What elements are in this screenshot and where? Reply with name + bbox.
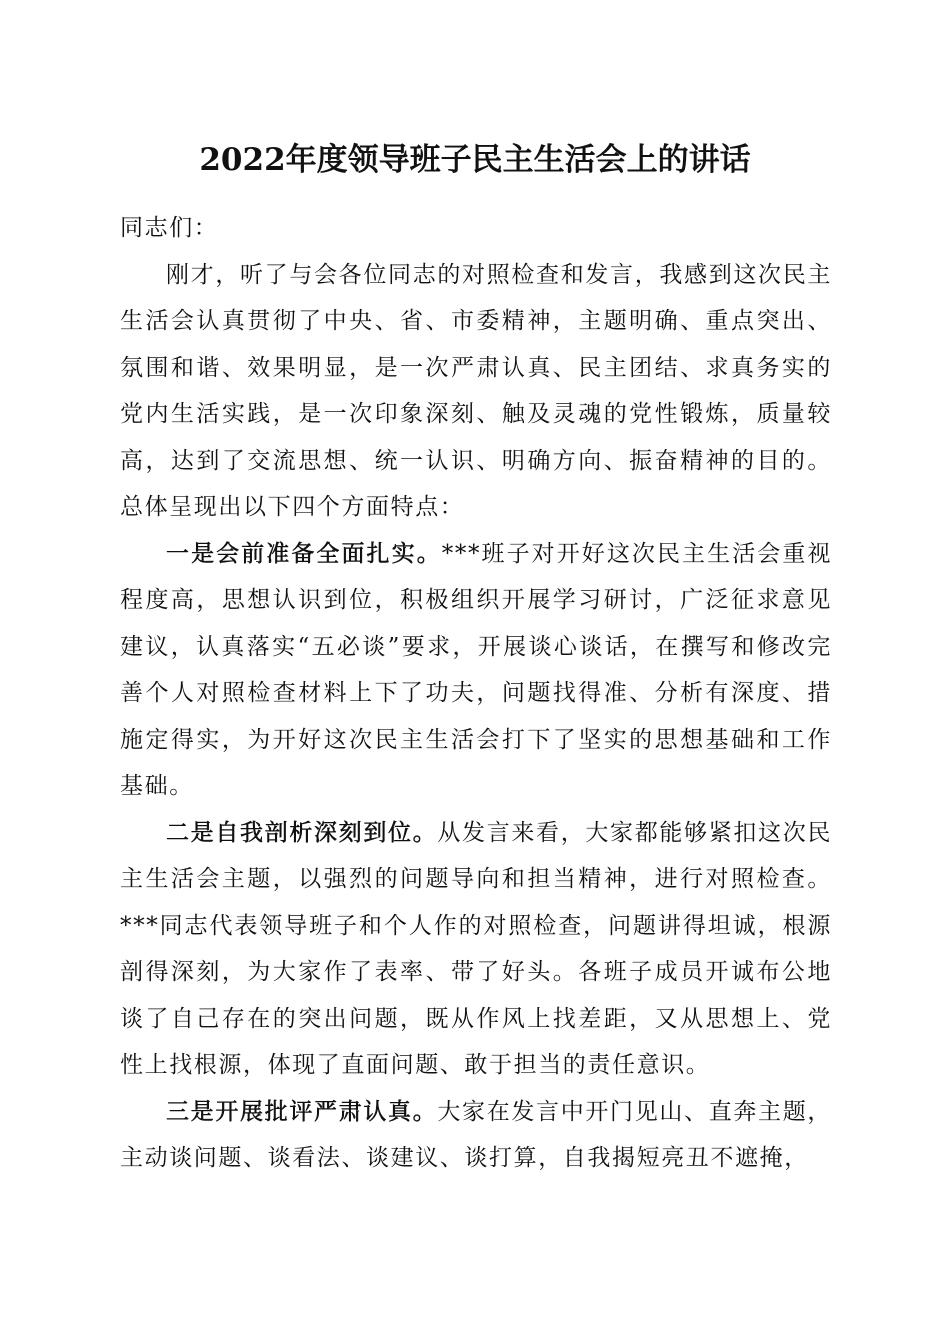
paragraph-2: [120, 531, 832, 810]
paragraph-3-lead: 二是自我剖析深刻到位。: [166, 819, 438, 846]
paragraph-1-text: 刚才，听了与会各位同志的对照检查和发言，我感到这次民主生活会认真贯彻了中央、省、市委精神，主题明确、重点突出、氛围和谐、效果明显，是一次严肃认真、民主团结、求真务实的党内生活实践，是一次印象深刻、触及灵魂的党性锻炼，质量较高，达到了交流思想、统一认识、明确方向、振奋精神的目的。总体呈现出以下四个方面特点：: [120, 261, 832, 520]
paragraph-2-text: ***班子对开好这次民主生活会重视程度高，思想认识到位，积极组织开展学习研讨，广泛征求意见建议，认真落实“五必谈”要求，开展谈心谈话，在撰写和修改完善个人对照检查材料上下了功夫，问题找得准、分析有深度、措施定得实，为开好这次民主生活会打下了坚实的思想基础和工作基础。: [120, 540, 832, 799]
paragraph-3: [120, 810, 832, 1089]
paragraph-4-lead: 三是开展批评严肃认真。: [166, 1098, 438, 1125]
document-body: [120, 205, 832, 1182]
paragraph-1: [120, 252, 832, 531]
paragraph-4: [120, 1089, 832, 1182]
document-title: 2022年度领导班子民主生活会上的讲话: [199, 142, 751, 178]
paragraph-2-lead: 一是会前准备全面扎实。: [166, 540, 442, 567]
paragraph-3-text: 从发言来看，大家都能够紧扣这次民主生活会主题，以强烈的问题导向和担当精神，进行对照检查。***同志代表领导班子和个人作的对照检查，问题讲得坦诚，根源剖得深刻，为大家作了表率、带了好头。各班子成员开诚布公地谈了自己存在的突出问题，既从作风上找差距，又从思想上、党性上找根源，体现了直面问题、敢于担当的责任意识。: [120, 819, 832, 1078]
salutation: 同志们：: [120, 215, 219, 241]
paragraph-4-text: 大家在发言中开门见山、直奔主题，主动谈问题、谈看法、谈建议、谈打算，自我揭短亮丑不遮掩，: [120, 1098, 832, 1171]
